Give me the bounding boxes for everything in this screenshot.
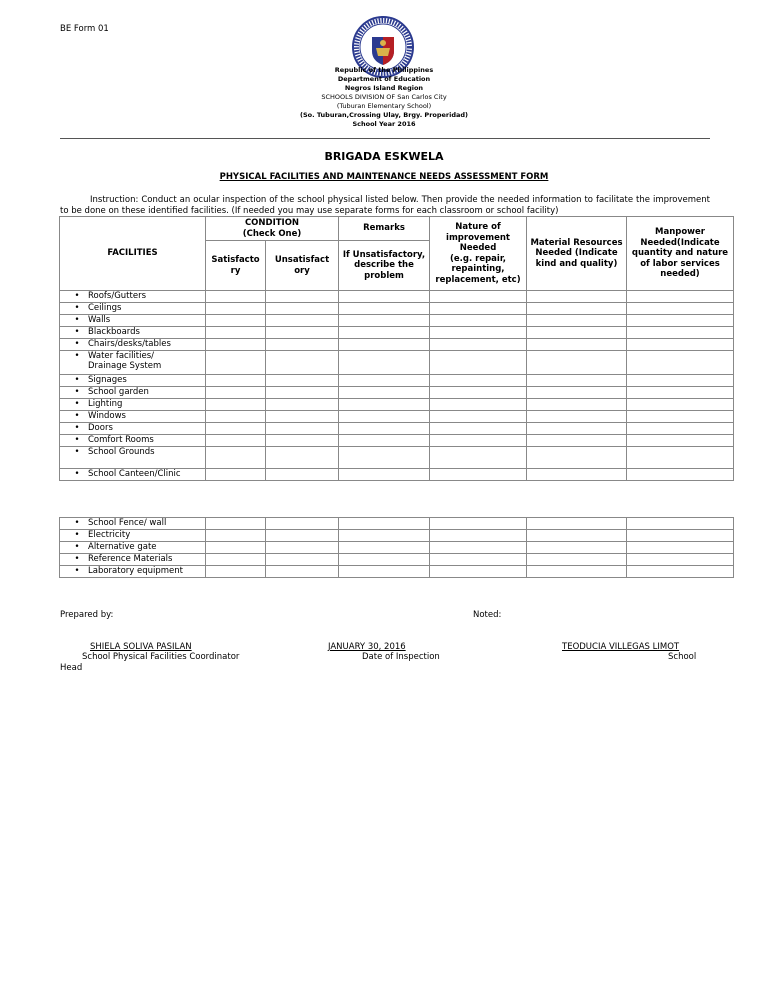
bullet-icon: • (74, 327, 80, 337)
bullet-icon: • (74, 566, 80, 576)
entry-cell[interactable] (266, 339, 339, 351)
entry-cell[interactable] (266, 327, 339, 339)
head-title-continued: Head (60, 663, 83, 673)
facility-cell (60, 375, 206, 387)
bullet-icon: • (74, 447, 80, 457)
entry-cell[interactable] (266, 399, 339, 411)
facility-label: Ceilings (88, 303, 122, 313)
entry-cell[interactable] (339, 291, 430, 303)
table-row (60, 387, 734, 399)
entry-cell[interactable] (527, 518, 627, 530)
facility-label: Chairs/desks/tables (88, 339, 171, 349)
entry-cell[interactable] (266, 435, 339, 447)
entry-cell[interactable] (266, 351, 339, 375)
satisfactory-header: Satisfacto ry (206, 241, 266, 291)
entry-cell[interactable] (206, 291, 266, 303)
assessment-table (59, 216, 734, 481)
entry-cell[interactable] (527, 291, 627, 303)
entry-cell[interactable] (527, 351, 627, 375)
if-unsatisfactory-header: If Unsatisfactory, describe the problem (339, 241, 430, 291)
entry-cell[interactable] (339, 518, 430, 530)
bullet-icon: • (74, 435, 80, 445)
table-row (60, 469, 734, 481)
header-divider (60, 138, 710, 139)
bullet-icon: • (74, 291, 80, 301)
entry-cell[interactable] (339, 411, 430, 423)
entry-cell[interactable] (627, 423, 734, 435)
entry-cell[interactable] (527, 435, 627, 447)
entry-cell[interactable] (206, 530, 266, 542)
facility-cell (60, 303, 206, 315)
form-number: BE Form 01 (60, 24, 109, 34)
entry-cell[interactable] (266, 387, 339, 399)
table-row (60, 399, 734, 411)
facility-rows-continued (60, 518, 734, 578)
instruction-text: Instruction: Conduct an ocular inspection of the school physical listed below. Then provide the needed information to facilitate the improvement to be done on these identified facilities. (If needed you may use separate forms for each classroom or school facility) (60, 195, 710, 216)
bullet-icon: • (74, 303, 80, 313)
preparer-title: School Physical Facilities Coordinator (82, 652, 240, 662)
entry-cell[interactable] (627, 554, 734, 566)
entry-cell[interactable] (339, 399, 430, 411)
entry-cell[interactable] (266, 375, 339, 387)
entry-cell[interactable] (206, 411, 266, 423)
entry-cell[interactable] (339, 447, 430, 469)
entry-cell[interactable] (527, 327, 627, 339)
facility-label: Laboratory equipment (88, 566, 184, 576)
manpower-header: Manpower Needed(Indicate quantity and nature of labor services needed) (627, 217, 734, 291)
bullet-icon: • (74, 351, 80, 361)
entry-cell[interactable] (339, 327, 430, 339)
facility-label: Doors (88, 423, 113, 433)
entry-cell[interactable] (266, 554, 339, 566)
entry-cell[interactable] (339, 303, 430, 315)
date-label: Date of Inspection (362, 652, 440, 662)
table-row (60, 447, 734, 469)
entry-cell[interactable] (430, 554, 527, 566)
entry-cell[interactable] (430, 411, 527, 423)
entry-cell[interactable] (527, 339, 627, 351)
bullet-icon: • (74, 554, 80, 564)
school-year-line: School Year 2016 (352, 120, 416, 128)
entry-cell[interactable] (206, 303, 266, 315)
entry-cell[interactable] (339, 387, 430, 399)
entry-cell[interactable] (430, 542, 527, 554)
entry-cell[interactable] (206, 399, 266, 411)
bullet-icon: • (74, 423, 80, 433)
entry-cell[interactable] (206, 542, 266, 554)
address-line: (So. Tuburan,Crossing Ulay, Brgy. Properidad) (299, 111, 469, 119)
entry-cell[interactable] (430, 530, 527, 542)
remarks-header: Remarks (339, 217, 430, 241)
bullet-icon: • (74, 375, 80, 385)
facility-label: Water facilities/ Drainage System (88, 351, 162, 371)
table-row (60, 315, 734, 327)
entry-cell[interactable] (627, 375, 734, 387)
table-row (60, 566, 734, 578)
facility-cell (60, 291, 206, 303)
facility-cell (60, 447, 206, 469)
entry-cell[interactable] (627, 303, 734, 315)
facility-label: Blackboards (88, 327, 140, 337)
entry-cell[interactable] (627, 518, 734, 530)
entry-cell[interactable] (206, 447, 266, 469)
facility-cell (60, 518, 206, 530)
entry-cell[interactable] (266, 303, 339, 315)
entry-cell[interactable] (206, 327, 266, 339)
entry-cell[interactable] (527, 554, 627, 566)
table-row (60, 375, 734, 387)
entry-cell[interactable] (206, 339, 266, 351)
entry-cell[interactable] (430, 315, 527, 327)
entry-cell[interactable] (430, 291, 527, 303)
bullet-icon: • (74, 411, 80, 421)
entry-cell[interactable] (206, 351, 266, 375)
entry-cell[interactable] (266, 447, 339, 469)
entry-cell[interactable] (527, 469, 627, 481)
entry-cell[interactable] (206, 315, 266, 327)
entry-cell[interactable] (339, 435, 430, 447)
facility-label: Reference Materials (88, 554, 173, 564)
entry-cell[interactable] (430, 518, 527, 530)
table-row (60, 411, 734, 423)
entry-cell[interactable] (430, 303, 527, 315)
form-subtitle: PHYSICAL FACILITIES AND MAINTENANCE NEEDS ASSESSMENT FORM (219, 172, 549, 182)
facility-cell (60, 542, 206, 554)
entry-cell[interactable] (527, 423, 627, 435)
entry-cell[interactable] (430, 423, 527, 435)
noted-label: Noted: (473, 610, 502, 620)
department-line: Department of Education (337, 75, 431, 83)
facility-cell (60, 566, 206, 578)
entry-cell[interactable] (339, 542, 430, 554)
form-title: BRIGADA ESKWELA (324, 150, 444, 163)
bullet-icon: • (74, 399, 80, 409)
bullet-icon: • (74, 530, 80, 540)
entry-cell[interactable] (527, 303, 627, 315)
entry-cell[interactable] (266, 530, 339, 542)
entry-cell[interactable] (627, 435, 734, 447)
entry-cell[interactable] (266, 315, 339, 327)
entry-cell[interactable] (206, 518, 266, 530)
facility-label: School garden (88, 387, 149, 397)
preparer-name: SHIELA SOLIVA PASILAN (90, 642, 192, 652)
facility-cell (60, 327, 206, 339)
table-row (60, 530, 734, 542)
table-row (60, 542, 734, 554)
facility-label: Windows (88, 411, 126, 421)
table-row (60, 435, 734, 447)
entry-cell[interactable] (527, 447, 627, 469)
entry-cell[interactable] (339, 469, 430, 481)
material-header: Material Resources Needed (Indicate kind and quality) (527, 217, 627, 291)
table-row (60, 303, 734, 315)
entry-cell[interactable] (266, 566, 339, 578)
facility-rows (60, 291, 734, 481)
entry-cell[interactable] (206, 387, 266, 399)
head-title: School (668, 652, 697, 662)
entry-cell[interactable] (430, 375, 527, 387)
entry-cell[interactable] (266, 518, 339, 530)
facility-cell (60, 399, 206, 411)
facilities-header: FACILITIES (60, 217, 206, 291)
entry-cell[interactable] (266, 291, 339, 303)
entry-cell[interactable] (339, 566, 430, 578)
table-row (60, 327, 734, 339)
facility-label: Alternative gate (88, 542, 157, 552)
facility-cell (60, 423, 206, 435)
facility-label: Electricity (88, 530, 131, 540)
entry-cell[interactable] (627, 566, 734, 578)
entry-cell[interactable] (527, 399, 627, 411)
nature-header: Nature of improvement Needed (e.g. repair, repainting, replacement, etc) (430, 217, 527, 291)
entry-cell[interactable] (339, 315, 430, 327)
bullet-icon: • (74, 542, 80, 552)
facility-label: School Fence/ wall (88, 518, 167, 528)
inspection-date: JANUARY 30, 2016 (328, 642, 406, 652)
entry-cell[interactable] (627, 387, 734, 399)
entry-cell[interactable] (206, 423, 266, 435)
entry-cell[interactable] (339, 375, 430, 387)
entry-cell[interactable] (627, 447, 734, 469)
entry-cell[interactable] (266, 411, 339, 423)
entry-cell[interactable] (627, 411, 734, 423)
facility-cell (60, 435, 206, 447)
entry-cell[interactable] (430, 566, 527, 578)
bullet-icon: • (74, 518, 80, 528)
entry-cell[interactable] (206, 375, 266, 387)
facility-label: Walls (88, 315, 111, 325)
table-row (60, 291, 734, 303)
facility-cell (60, 530, 206, 542)
entry-cell[interactable] (527, 375, 627, 387)
facility-cell (60, 387, 206, 399)
entry-cell[interactable] (430, 399, 527, 411)
entry-cell[interactable] (206, 469, 266, 481)
entry-cell[interactable] (527, 530, 627, 542)
entry-cell[interactable] (339, 351, 430, 375)
entry-cell[interactable] (206, 554, 266, 566)
bullet-icon: • (74, 339, 80, 349)
facility-cell (60, 411, 206, 423)
assessment-table-continued (59, 517, 734, 578)
entry-cell[interactable] (627, 339, 734, 351)
facility-label: Lighting (88, 399, 123, 409)
facility-cell (60, 554, 206, 566)
condition-header: CONDITION (Check One) (206, 217, 339, 241)
facility-label: School Canteen/Clinic (88, 469, 181, 479)
facility-label: Roofs/Gutters (88, 291, 147, 301)
entry-cell[interactable] (430, 351, 527, 375)
entry-cell[interactable] (339, 554, 430, 566)
facility-cell (60, 351, 206, 375)
entry-cell[interactable] (527, 387, 627, 399)
entry-cell[interactable] (527, 315, 627, 327)
entry-cell[interactable] (527, 542, 627, 554)
head-name: TEODUCIA VILLEGAS LIMOT (562, 642, 680, 652)
letterhead (0, 66, 768, 129)
table-row (60, 423, 734, 435)
bullet-icon: • (74, 387, 80, 397)
entry-cell[interactable] (430, 339, 527, 351)
entry-cell[interactable] (206, 566, 266, 578)
entry-cell[interactable] (527, 566, 627, 578)
entry-cell[interactable] (627, 315, 734, 327)
entry-cell[interactable] (527, 411, 627, 423)
entry-cell[interactable] (430, 469, 527, 481)
facility-cell (60, 469, 206, 481)
facility-label: School Grounds (88, 447, 155, 457)
entry-cell[interactable] (206, 435, 266, 447)
entry-cell[interactable] (266, 542, 339, 554)
facility-cell (60, 315, 206, 327)
bullet-icon: • (74, 315, 80, 325)
facility-label: Comfort Rooms (88, 435, 154, 445)
table-row (60, 339, 734, 351)
entry-cell[interactable] (266, 423, 339, 435)
entry-cell[interactable] (627, 327, 734, 339)
table-row (60, 351, 734, 375)
entry-cell[interactable] (627, 291, 734, 303)
prepared-by-label: Prepared by: (60, 610, 114, 620)
entry-cell[interactable] (430, 447, 527, 469)
entry-cell[interactable] (339, 423, 430, 435)
entry-cell[interactable] (430, 327, 527, 339)
region-line: Negros Island Region (344, 84, 424, 92)
entry-cell[interactable] (339, 530, 430, 542)
facility-label: Signages (88, 375, 127, 385)
facility-cell (60, 339, 206, 351)
unsatisfactory-header: Unsatisfact ory (266, 241, 339, 291)
entry-cell[interactable] (627, 542, 734, 554)
entry-cell[interactable] (627, 351, 734, 375)
entry-cell[interactable] (430, 387, 527, 399)
entry-cell[interactable] (627, 399, 734, 411)
entry-cell[interactable] (266, 469, 339, 481)
entry-cell[interactable] (627, 469, 734, 481)
entry-cell[interactable] (339, 339, 430, 351)
entry-cell[interactable] (627, 530, 734, 542)
entry-cell[interactable] (430, 435, 527, 447)
table-row (60, 554, 734, 566)
division-line: SCHOOLS DIVISION OF San Carlos City (321, 93, 447, 101)
school-line: (Tuburan Elementary School) (336, 102, 432, 110)
republic-line: Republic of the Philippines (334, 66, 434, 74)
table-row (60, 518, 734, 530)
bullet-icon: • (74, 469, 80, 479)
